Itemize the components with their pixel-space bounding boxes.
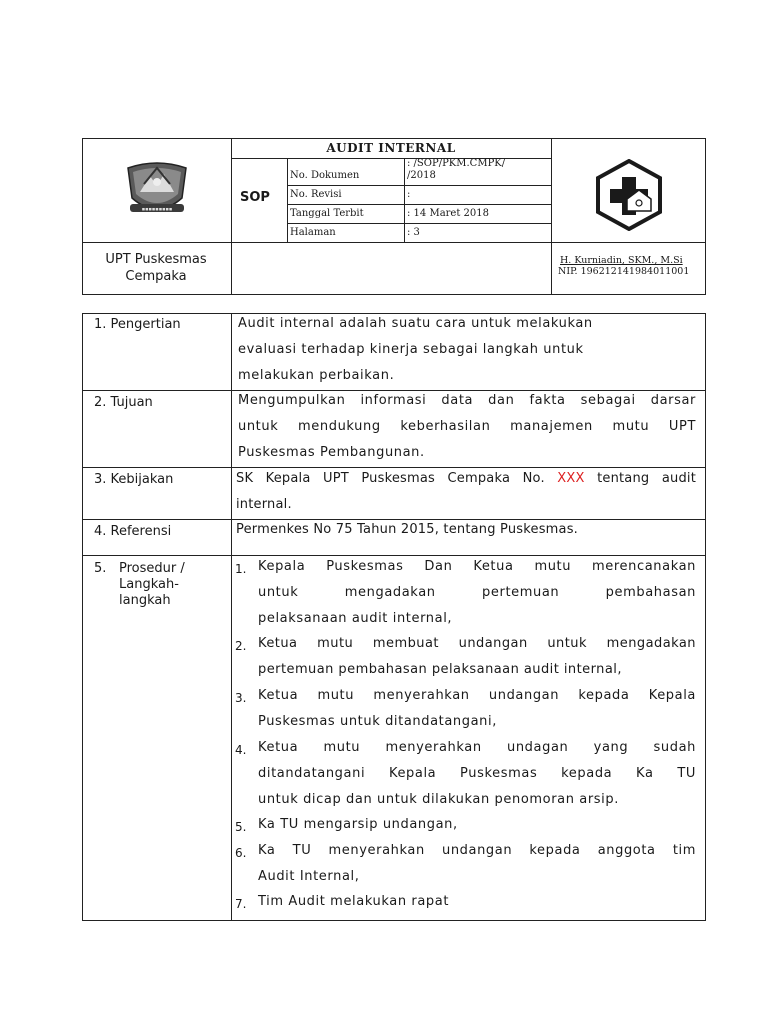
org-name <box>82 251 230 285</box>
text-line: melakukan perbaikan. <box>238 368 395 383</box>
section-label-tujuan: 2. Tujuan <box>94 395 153 410</box>
section-label-num-prosedur: 5. <box>94 561 107 576</box>
text-line: untuk mendukung keberhasilan manajemen mutu UPT <box>238 419 696 434</box>
text-line: Ketua mutu membuat undangan untuk mengadakan <box>258 636 696 651</box>
section-text-referensi: Permenkes No 75 Tahun 2015, tentang Puskesmas. <box>236 522 579 537</box>
text-line: Audit Internal, <box>258 869 360 884</box>
text-line: Puskesmas Pembangunan. <box>238 445 425 460</box>
step-text <box>258 889 449 915</box>
signer-name: H. Kurniadin, SKM., M.Si <box>560 255 683 266</box>
section-label-pengertian: 1. Pengertian <box>94 317 181 332</box>
row-label-no-dokumen: No. Dokumen <box>290 170 360 181</box>
step-number: 4. <box>235 743 247 757</box>
sop-label: SOP <box>240 190 270 205</box>
text-line: evaluasi terhadap kinerja sebagai langkah untuk <box>238 342 584 357</box>
row-label-halaman: Halaman <box>290 227 336 238</box>
row-label-no-revisi: No. Revisi <box>290 189 342 200</box>
step-text <box>258 554 696 632</box>
regency-crest-icon <box>124 158 190 220</box>
row-value-no-dokumen-2: /2018 <box>407 170 436 181</box>
row-value-no-dokumen: : /SOP/PKM.CMPK/ <box>407 158 506 169</box>
text-line: Ketua mutu menyerahkan undagan yang sudah <box>258 740 696 755</box>
label-line: Prosedur / <box>119 561 185 576</box>
text-line: Puskesmas untuk ditandatangani, <box>258 714 497 729</box>
row-value-tanggal-terbit: : 14 Maret 2018 <box>407 208 489 219</box>
section-text-kebijakan <box>236 466 696 518</box>
puskesmas-cross-house-icon <box>594 159 664 231</box>
signer-nip: NIP. 196212141984011001 <box>558 266 690 277</box>
svg-text:▪▪▪▪▪▪▪▪▪: ▪▪▪▪▪▪▪▪▪ <box>141 206 173 213</box>
row-value-no-revisi: : <box>407 189 411 200</box>
step-text <box>258 838 696 890</box>
text-line: ditandatangani Kepala Puskesmas kepada Ka TU <box>258 766 696 781</box>
text-line: Ka TU menyerahkan undangan kepada anggota tim <box>258 843 696 858</box>
step-number: 6. <box>235 846 247 860</box>
org-name-line2: Cempaka <box>125 269 187 284</box>
text-line: internal. <box>236 497 292 512</box>
text-line: untuk mengadakan pertemuan pembahasan <box>258 585 696 600</box>
placeholder-number: XXX <box>557 471 585 486</box>
text-line: untuk dicap dan untuk dilakukan penomoran arsip. <box>258 792 619 807</box>
org-name-line1: UPT Puskesmas <box>105 252 207 267</box>
step-text <box>258 735 696 813</box>
step-number: 2. <box>235 639 247 653</box>
section-text-tujuan <box>238 388 696 466</box>
row-value-halaman: : 3 <box>407 227 420 238</box>
section-label-prosedur <box>119 561 185 609</box>
text-line <box>236 466 696 492</box>
step-text <box>258 812 458 838</box>
kebijakan-pre: SK Kepala UPT Puskesmas Cempaka No. <box>236 471 558 486</box>
step-number: 5. <box>235 820 247 834</box>
kebijakan-post: tentang audit <box>584 471 696 486</box>
label-line: Langkah- <box>119 577 179 592</box>
label-line: langkah <box>119 593 171 608</box>
row-label-tanggal-terbit: Tanggal Terbit <box>290 208 364 219</box>
text-line: Kepala Puskesmas Dan Ketua mutu merencanakan <box>258 559 696 574</box>
section-text-pengertian <box>238 311 646 389</box>
text-line: pertemuan pembahasan pelaksanaan audit internal, <box>258 662 622 677</box>
step-number: 7. <box>235 897 247 911</box>
step-text <box>258 683 696 735</box>
section-label-referensi: 4. Referensi <box>94 524 172 539</box>
text-line: Audit internal adalah suatu cara untuk melakukan <box>238 316 593 331</box>
step-text <box>258 631 696 683</box>
step-number: 1. <box>235 562 247 576</box>
text-line: Ka TU mengarsip undangan, <box>258 817 458 832</box>
step-number: 3. <box>235 691 247 705</box>
text-line: pelaksanaan audit internal, <box>258 611 453 626</box>
text-line: Tim Audit melakukan rapat <box>258 894 450 909</box>
text-line: Mengumpulkan informasi data dan fakta sebagai darsar <box>238 393 696 408</box>
text-line: Ketua mutu menyerahkan undangan kepada Kepala <box>258 688 696 703</box>
section-label-kebijakan: 3. Kebijakan <box>94 472 174 487</box>
document-title: AUDIT INTERNAL <box>326 141 456 155</box>
